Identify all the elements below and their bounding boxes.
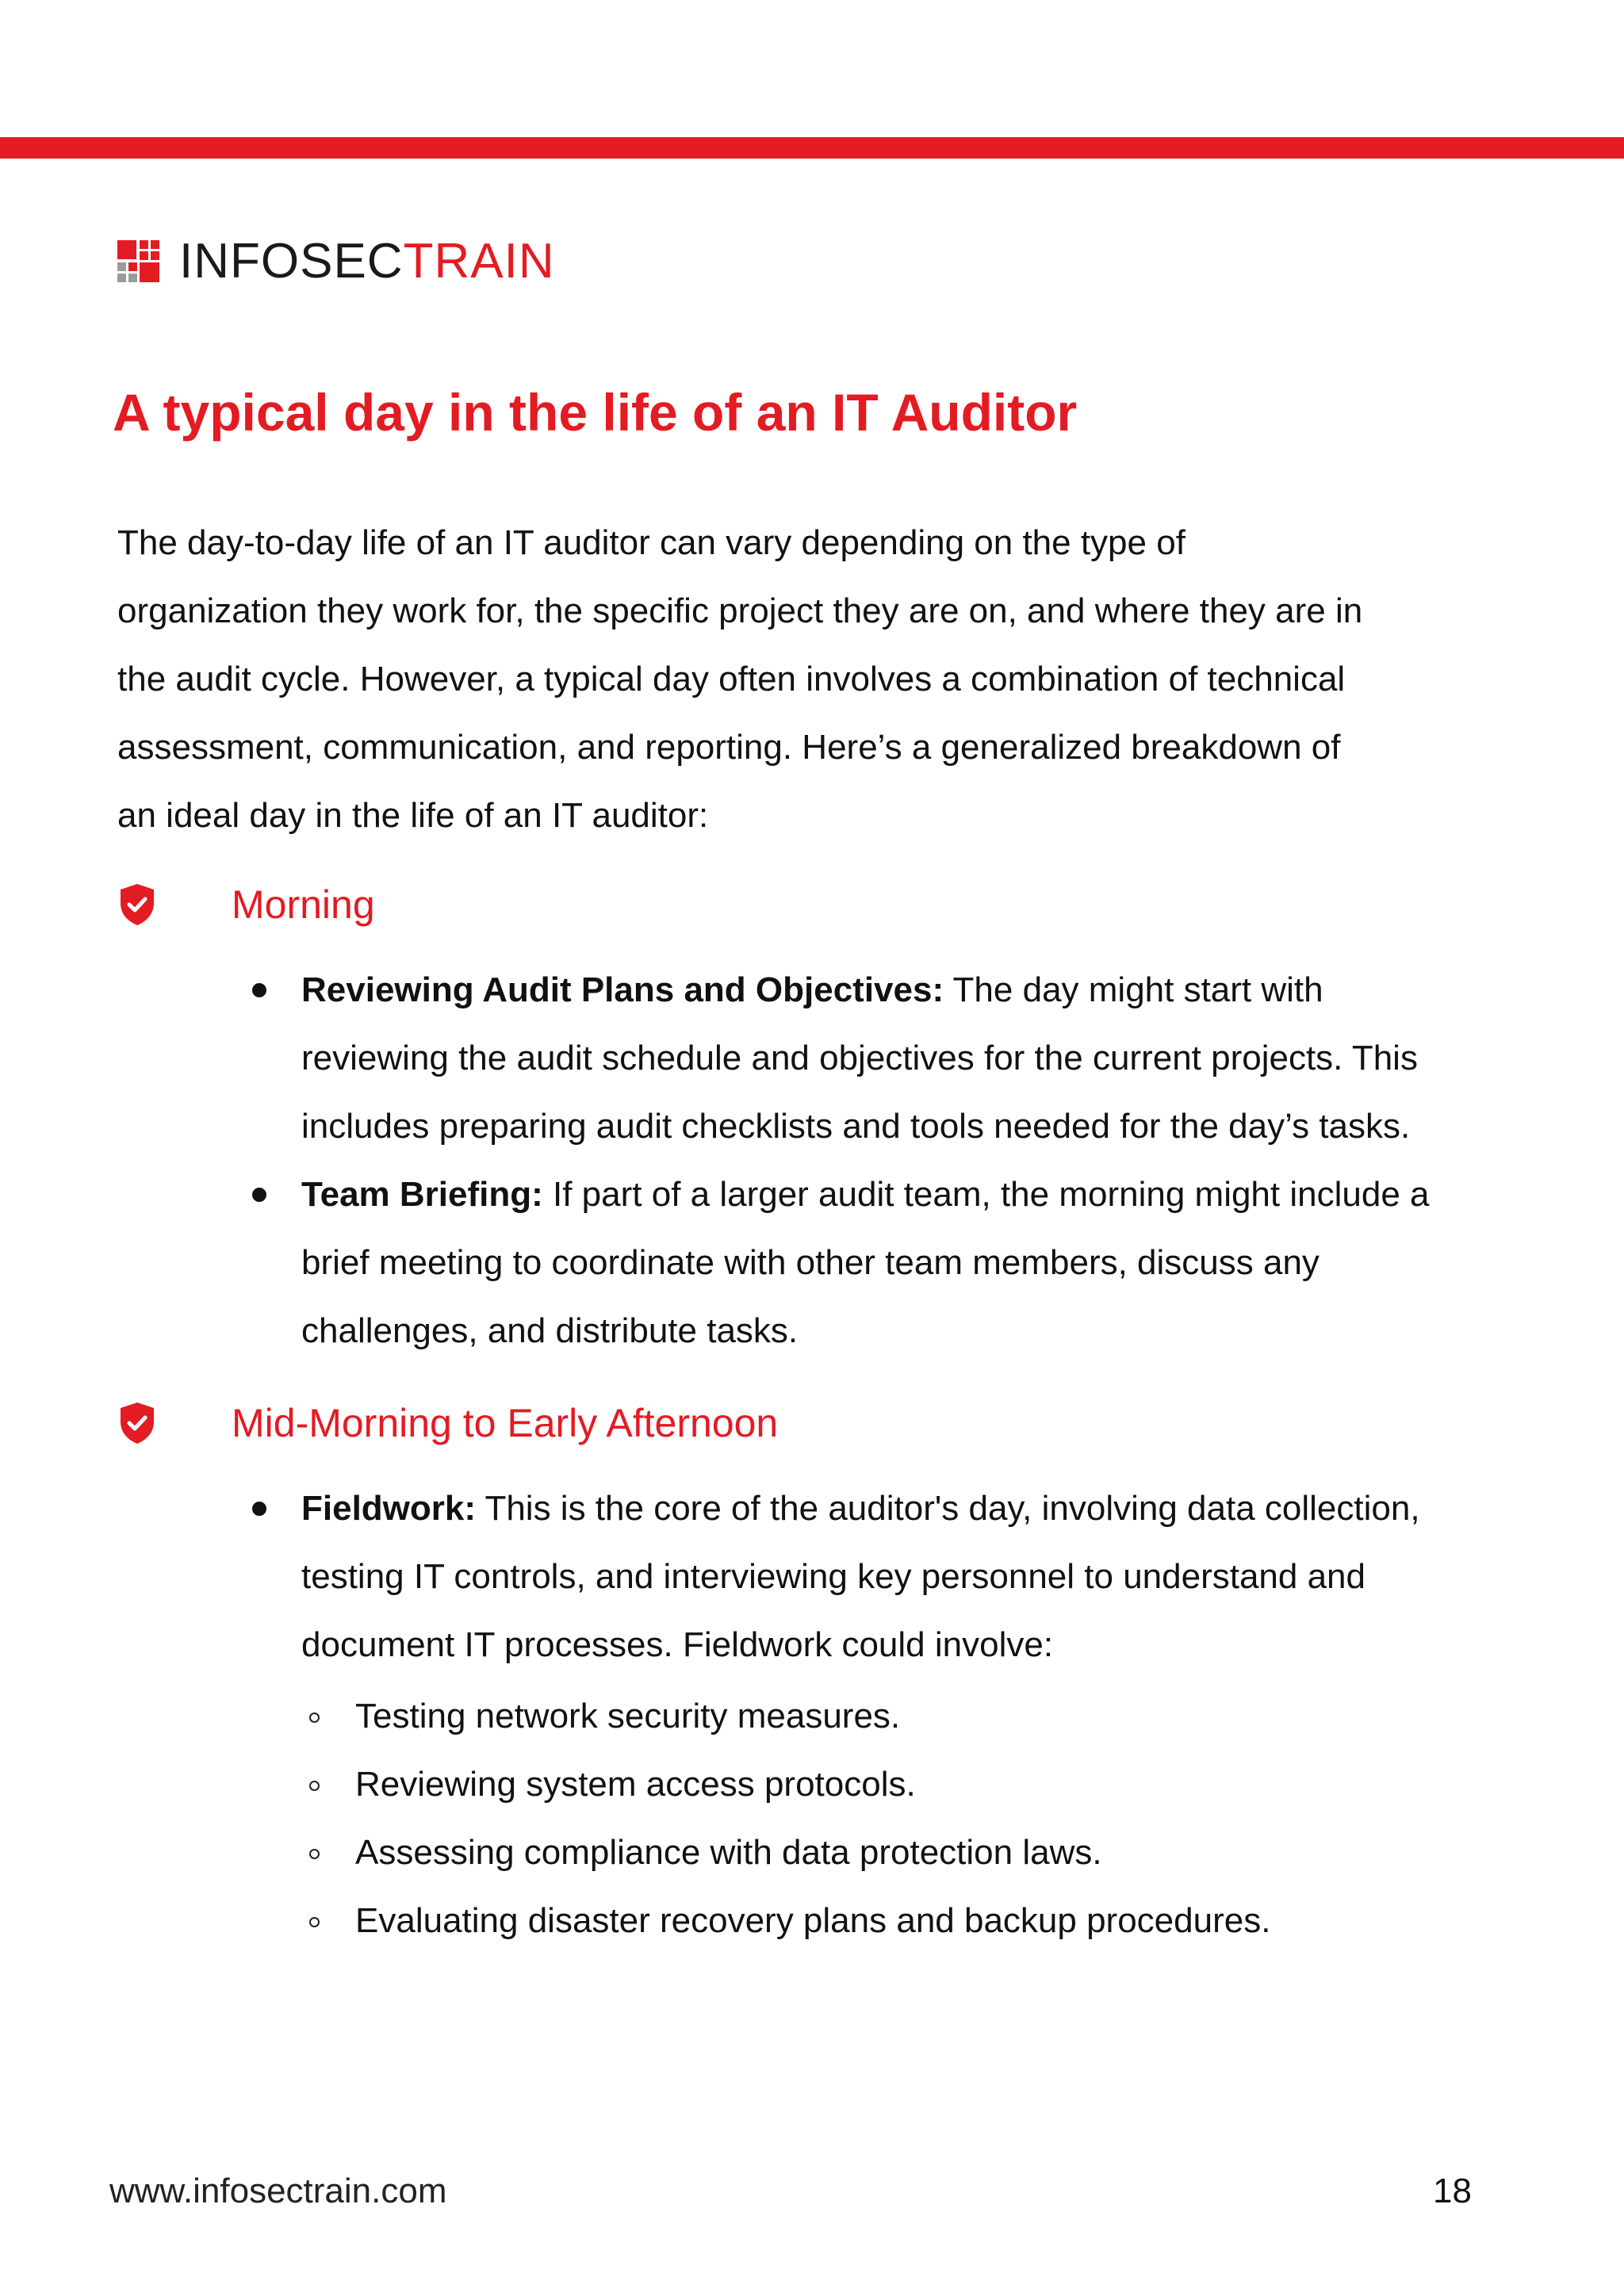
hollow-bullet-icon [309,1917,320,1927]
hollow-bullet-icon [309,1712,320,1723]
brand-name-accent: TRAIN [403,234,555,289]
hollow-bullet-icon [309,1849,320,1859]
bullet-dot-icon [252,983,266,997]
section-heading-label: Morning [232,882,375,927]
brand-logo-icon [117,240,160,283]
section-heading-label: Mid-Morning to Early Afternoon [232,1401,779,1445]
page-title: A typical day in the life of an IT Auditor [113,383,1078,442]
morning-bullet-list [301,956,1475,1365]
sub-list-item [355,1819,1465,1887]
sub-list-item-text: Assessing compliance with data protection laws. [355,1833,1102,1872]
fieldwork-sub-list [355,1682,1465,1955]
sub-list-item-text: Evaluating disaster recovery plans and backup procedures. [355,1901,1271,1940]
brand-name-dark: INFOSEC [179,234,404,289]
list-item-bold-label: Fieldwork: [301,1489,477,1528]
brand-wordmark [179,236,555,287]
brand-logo [117,236,555,287]
sub-list-item-text: Reviewing system access protocols. [355,1765,916,1804]
sub-list-item-text: Testing network security measures. [355,1697,901,1735]
sub-list-item [355,1887,1465,1955]
list-item [301,956,1475,1161]
section-heading-midmorning [117,1395,778,1451]
list-item [301,1161,1475,1365]
list-item-text: If part of a larger audit team, the morning might include a brief meeting to coordinate with other team members, discuss any challenges, and distribute tasks. [301,1175,1430,1350]
bullet-dot-icon [252,1502,266,1516]
midmorning-bullet-list [301,1475,1475,1679]
section-heading-morning [117,877,375,932]
shield-check-icon [117,1401,157,1445]
list-item-text: This is the core of the auditor's day, involving data collection, testing IT controls, and interviewing key personnel to understand and document IT processes. Fieldwork could involve: [301,1489,1420,1664]
top-accent-bar [0,137,1624,159]
hollow-bullet-icon [309,1781,320,1791]
list-item-bold-label: Team Briefing: [301,1175,543,1214]
sub-list-item [355,1682,1465,1751]
shield-check-icon [117,882,157,927]
page-number: 18 [1433,2172,1472,2210]
intro-paragraph: The day-to-day life of an IT auditor can vary depending on the type of organization they work for, the specific project they are on, and where they are in the audit cycle. However, a typical day often involves a combination of technical assessment, communication, and reporting. Here’s a generalized breakdown of an ideal day in the life of an IT auditor: [117,523,1363,835]
list-item-bold-label: Reviewing Audit Plans and Objectives: [301,970,944,1009]
footer-website-link[interactable]: www.infosectrain.com [109,2172,447,2210]
bullet-dot-icon [252,1188,266,1202]
sub-list-item [355,1751,1465,1819]
list-item-text: The day might start with reviewing the audit schedule and objectives for the current projects. This includes preparing audit checklists and tools needed for the day’s tasks. [301,970,1418,1146]
list-item [301,1475,1475,1679]
